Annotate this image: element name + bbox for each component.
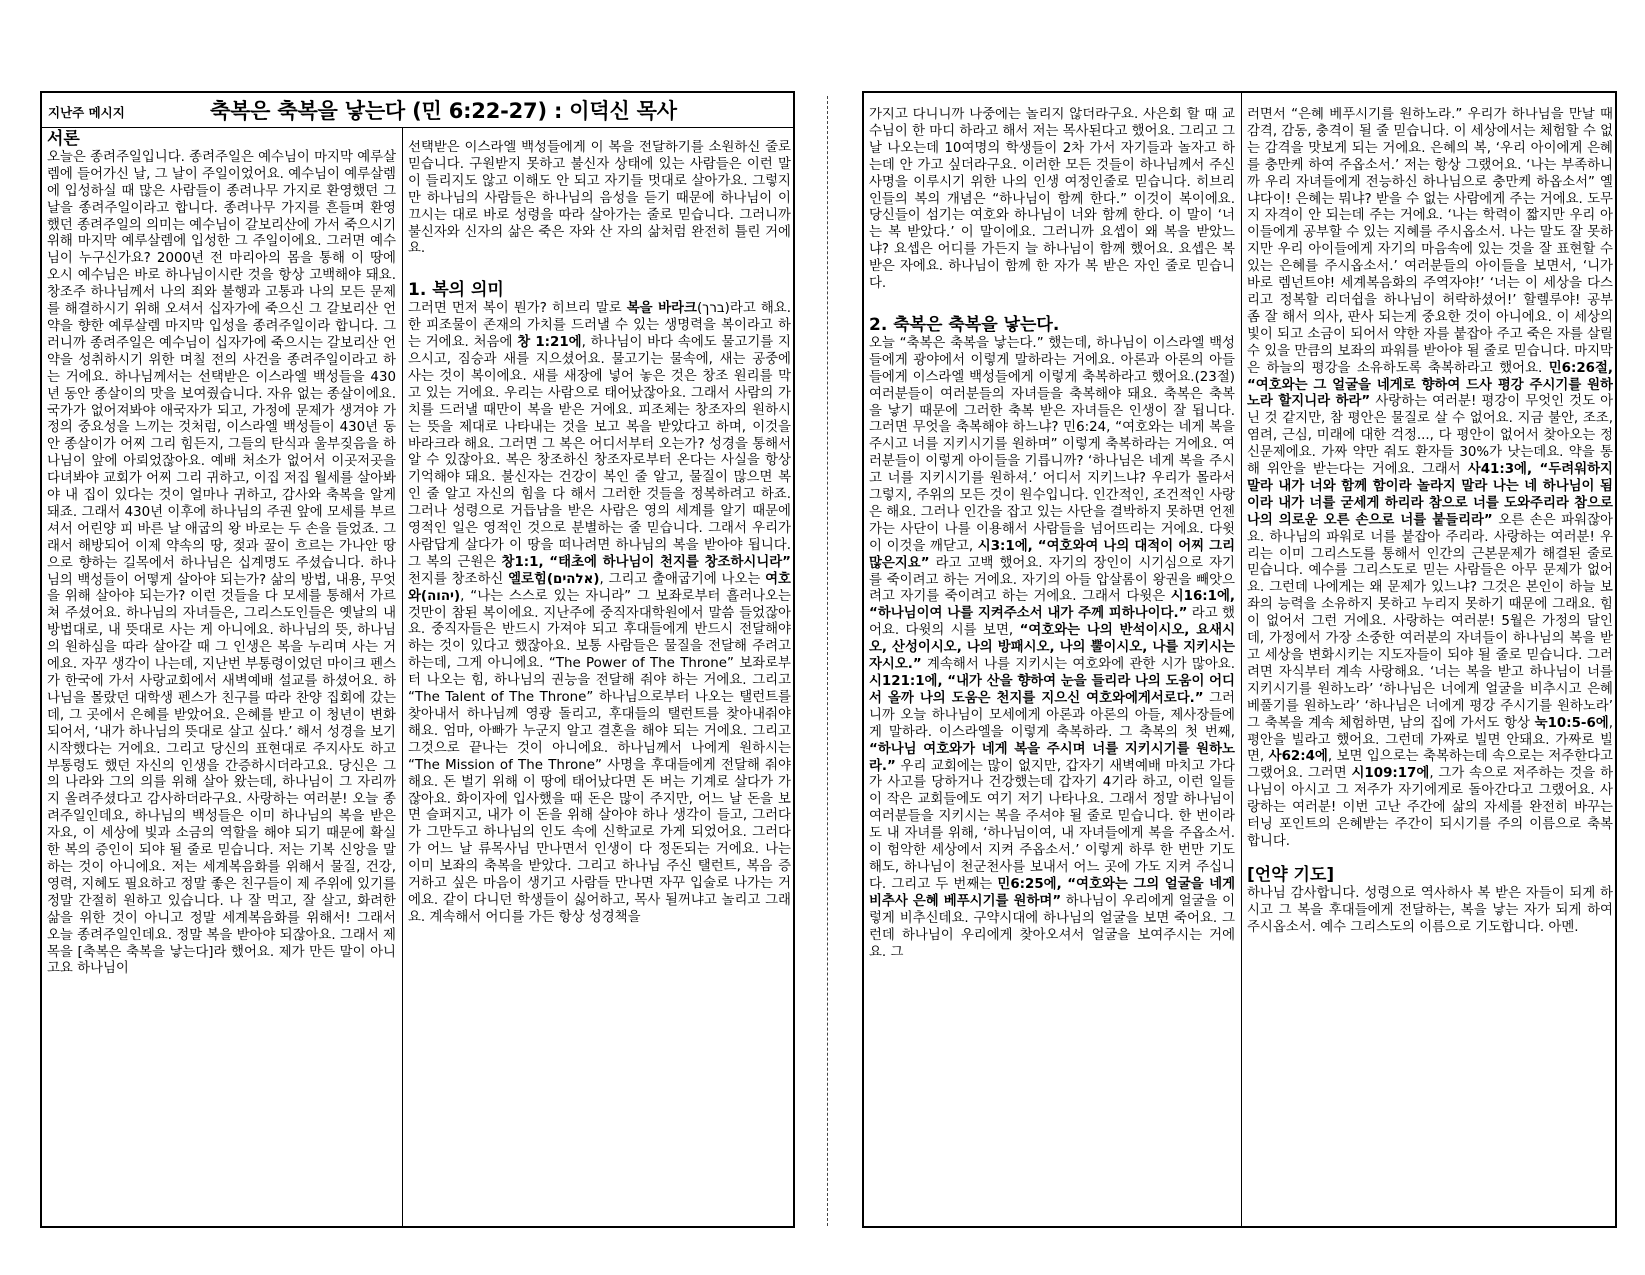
bold-run: 창 1:21에 (517, 335, 582, 351)
spacer (869, 293, 1235, 311)
text-run: , “나는 스스로 있는 자니라” 그 보좌로부터 흘러나오는 것만이 참된 복이에요. 지난주에 중직자대학원에서 말씀 들었잖아요. 중직자들은 반드시 가져야 되고 후대들에게 반드시 전달해야 하는 것이 있다고 했잖아요. 보통 사람들은 물질을 전달해 주려고 하는데, 그게 아니에요. “The Power of The Throne” 보좌로부터 나오는 힘, 하나님의 권능을 전달해 줘야 하는 거에요. 그리고 “The Talent of The Throne” 하나님으로부터 나오는 탤런트를 찾아내서 하나님께 영광 돌리고, 후대들의 탤런트를 찾아내줘야 해요. 엄마, 아빠가 누군지 알고 결혼을 해야 되는 거에요. 그리고 그것으로 끝나는 것이 아니에요. 하나님께서 나에게 원하시는 “The Mission of The Throne” 사명을 후대들에게 전달해 줘야 해요. 돈 벌기 위해 이 땅에 태어났다면 돈 버는 기계로 살다가 가잖아요. 화이자에 입사했을 때 돈은 많이 주지만, 어느 날 돈을 보면 슬퍼지고, 내가 이 돈을 위해 살아야 하나 생각이 들고, 그러다가 그만두고 하나님의 인도 속에 신학교로 가게 되었어요. 그러다가 어느 날 류목사님 만나면서 인생이 다 정돈되는 거에요. 나는 이미 보좌의 축복을 받았다. 그리고 하나님 주신 탤런트, 복음 증거하고 싶은 마음이 생기고 사람들 만나면 자꾸 입술로 나가는 거에요. 같이 다니던 학생들이 싫어하고, 목사 될꺼냐고 놀리고 그래요. 계속해서 어디를 가든 항상 성경책을 (408, 588, 791, 925)
text-run: 라고 해요. 한 피조물이 존재의 가치를 드러낼 수 있는 생명력을 복이라고 하는 거에요. 처음에 (408, 301, 791, 351)
text-run: 라고 고백 했어요. 자기의 장인이 시기심으로 자기를 죽이려고 하는 거에요. 자기의 아들 압살롬이 왕권을 빼앗으려고 자기를 죽이려고 하는 거에요. 그래서 다윗은 (869, 555, 1235, 605)
text-run: 사랑하는 여러분! 평강이 무엇인 것도 아닌 것 같지만, 참 평안은 물질로 살 수 없어요. 지금 불안, 조조, 염려, 근심, 미래에 대한 걱정..., 다 평안이 없어서 찾아오는 정신문제에요. 가짜 약만 줘도 환자들 30%가 낫는데요. 약을 통해 위안을 받는다는 거에요. 그래서 (1247, 394, 1613, 478)
spacer (1247, 851, 1613, 861)
text-run: 오늘 “축복은 축복을 낳는다.” 했는데, 하나님이 이스라엘 백성들에게 광야에서 이렇게 말하라는 거에요. 아론과 아론의 아들들에게 이스라엘 백성들에게 이렇게 축복하라고 했어요.(23절) 여러분들이 여러분들의 자녀들을 축복해야 돼요. 축복은 축복을 낳기 때문에 그러한 축복 받은 자녀들은 인생이 잘 됩니다. 그러면 무엇을 축복해야 하느냐? 민6:24, “여호와는 네게 복을 주시고 너를 지키시기를 원하며” 이렇게 축복하라는 거에요. 여러분들이 이렇게 아이들을 기릅니까? ‘하나님은 네게 복을 주시고 너를 지키시기를 원하셔.’ 어디서 지키느냐? 우리가 몰라서 그렇지, 주위의 모든 것이 원수입니다. 인간적인, 조건적인 사랑은 해요. 그러나 인간을 잡고 있는 사단을 결박하지 못하면 언젠가는 사단이 나를 이용해서 사람들을 넘어뜨리는 거에요. 다윗이 이것을 깨닫고, (869, 335, 1235, 554)
bold-run: 시16:1에, “하나님이여 나를 지켜주소서 내가 주께 피하나이다.” (869, 589, 1235, 622)
paragraph: 가지고 다니니까 나중에는 놀리지 않더라구요. 사은회 할 때 교수님이 한 마디 하라고 해서 저는 목사된다고 했어요. 그리고 그 날 나오는데 10여명의 학생들이 2차 가서 자기들과 놀자고 하는데 안 가고 싶더라구요. 이러한 모든 것들이 하나님께서 주신 사명을 이루시기 위한 나의 인생 여정인줄로 믿습니다. 히브리인들의 복의 개념은 “하나님이 함께 한다.” 이것이 복이에요. 당신들이 섬기는 여호와 하나님이 너와 함께 한다. 이 말이 ‘너는 복 받았다.’ 이 말이에요. 그러니까 요셉이 왜 복을 받았느냐? 요셉은 어디를 가든지 늘 하나님이 함께 했어요. 요셉은 복 받은 자에요. 하나님이 함께 한 자가 복 받은 자인 줄로 믿습니다. (869, 107, 1235, 292)
bold-run: 시121:1에, “내가 산을 향하여 눈을 들리라 나의 도움이 어디서 올까 나의 도움은 천지를 지으신 여호와에게서로다.” (869, 674, 1235, 706)
text-run: 천지를 창조하신 (408, 571, 509, 587)
text-run: , 평안을 빌라고 했어요. 그런데 가짜로 빌면 안돼요. 가짜로 빌면, (1247, 715, 1613, 765)
text-run: 오른 손은 파워잖아요. 하나님의 파워로 너를 붙잡아 주리라. 사랑하는 여러분! 우리는 이미 그리스도를 통해서 인간의 근본문제가 해결된 줄로 믿습니다. 예수를 그리스도로 믿는 사람들은 아무 문제가 없어요. 그런데 나에게는 왜 문제가 있느냐? 그것은 본인이 하늘 보좌의 능력을 소유하지 못하고 누리지 못하기 때문에 그래요. 힘이 없어서 그런 거에요. 사랑하는 여러분! 5월은 가정의 달인데, 가정에서 가장 소중한 여러분의 자녀들이 하나님의 복을 받고 세상을 변화시키는 지도자들이 되야 될 줄로 믿습니다. 그러려면 자식부터 계속 사랑해요. ‘너는 복을 받고 하나님이 너를 지키시기를 원하노라’ ‘하나님은 너에게 얼굴을 비추시고 은혜 베풀기를 원하노라’ ‘하나님은 너에게 평강 주시기를 원하노라’ 그 축복을 계속 체험하면, 남의 집에 가서도 항상 (1247, 512, 1613, 731)
text-run: (ברך) (696, 301, 730, 317)
text-run: , 그리고 출애굽기에 나오는 (599, 571, 766, 587)
column-divider (402, 127, 403, 1226)
bold-run: 엘로힘(אלהים) (508, 571, 600, 587)
paragraph (408, 301, 791, 927)
column-1 (47, 129, 396, 1220)
text-run: 계속해서 나를 지키시는 여호와에 관한 시가 많아요. (921, 657, 1235, 673)
section-label: 지난주 메시지 (48, 105, 125, 120)
prayer-text: 하나님 감사합니다. 성령으로 역사하사 복 받은 자들이 되게 하시고 그 복을 후대들에게 전달하는, 복을 낳는 자가 되게 하여 주시옵소서. 예수 그리스도의 이름으로 기도합니다. 아멘. (1247, 885, 1613, 935)
intro-text: 오늘은 종려주일입니다. 종려주일은 예수님이 마지막 예루살렘에 들어가신 날, 그 날이 주일이었어요. 예수님이 예루살렘에 입성하실 때 많은 사람들이 종려나무 가지로 환영했던 그 날을 종려주일이라고 합니다. 종려나무 가지를 흔들며 환영했던 종려주일의 의미는 예수님이 갈보리산에 가서 죽으시기 위해 마지막 예루살렘에 입성한 그 주일이에요. 그러면 예수님이 누구신가요? 2000년 전 마리아의 몸을 통해 이 땅에 오시 예수님은 바로 하나님이시란 것을 항상 고백해야 돼요. 창조주 하나님께서 나의 죄와 불행과 고통과 나의 모든 문제를 해결하시기 위해 오셔서 십자가에 죽으신 그 갈보리산 언약을 향한 예루살렘 마지막 입성을 종려주일이라 합니다. 그러니까 종려주일은 예수님이 십자가에 죽으시는 갈보리산 언약을 성취하시기 위한 며칠 전의 사건을 종려주일이라고 하는 거에요. 하나님께서는 선택받은 이스라엘 백성들을 430년 동안 종살이의 맛을 보여줬습니다. 자유 없는 종살이에요. 국가가 없어져봐야 애국자가 되고, 가정에 문제가 생겨야 가정의 중요성을 느끼는 것처럼, 이스라엘 백성들이 430년 동안 종살이가 어찌 그리 힘든지, 그들의 탄식과 울부짖음을 하나님이 앞에 아뢰었잖아요. 예배 처소가 없어서 이곳저곳을 다녀봐야 교회가 어찌 그리 귀하고, 이집 저집 월세를 살아봐야 내 집이 있다는 것이 얼마나 귀하고, 감사와 축복을 알게 돼죠. 그래서 430년 이후에 하나님의 주권 앞에 모세를 부르셔서 어린양 피 바른 날 애굽의 왕 바로는 두 손을 들었죠. 그래서 해방되어 이제 약속의 땅, 젖과 꿀이 흐르는 가나안 땅으로 향하는 길목에서 하나님은 십계명도 주셨습니다. 하나님의 백성들이 어떻게 살아야 되는가? 삶의 방법, 내용, 무엇을 위해 살아야 되는가? 이런 것들을 다 모세를 통해서 가르쳐 주셨어요. 하나님의 자녀들은, 그리스도인들은 옛날의 내 방법대로, 내 뜻대로 사는 게 아니에요. 하나님의 뜻, 하나님의 원하심을 따라 살아갈 때 그 인생은 복을 누리며 사는 거에요. 자꾸 생각이 나는데, 지난번 부통령이었던 마이크 펜스가 한국에 가서 사랑교회에서 새벽예배 설교를 하셨어요. 하나님을 몰랐던 대학생 펜스가 친구를 따라 찬양 집회에 갔는데, 그 곳에서 은혜를 받았어요. 은혜를 받고 이 청년이 변화 되어서, ‘내가 하나님의 뜻대로 살고 싶다.’ 해서 성경을 보기 시작했다는 거에요. 그리고 당신의 표현대로 주지사도 하고 부통령도 했던 자신의 인생을 간증하시더라고요. 당신은 그의 나라와 그의 의를 위해 살아 왔는데, 하나님이 그 자리까지 올려주셨다고 감사하더라구요. 사랑하는 여러분! 오늘 종려주일인데요, 하나님의 백성들은 이미 하나님의 복을 받은 자요, 이 세상에 빛과 소금의 역할을 해야 되기 때문에 확실한 복의 증인이 되야 될 줄로 믿습니다. 저는 기복 신앙을 말하는 것이 아니에요. 저는 세계복음화를 위해서 물질, 건강, 영력, 지혜도 필요하고 정말 좋은 친구들이 제 주위에 있기를 정말 간절히 원하고 있습니다. 나 잘 먹고, 잘 살고, 화려한 삶을 위한 것이 아니고 정말 세계복음화를 위해서! 그래서 오늘 종려주일인데요. 정말 복을 받아야 되잖아요. 그래서 제목을 [축복은 축복을 낳는다]라 했어요. 제가 만든 말이 아니고요 하나님이 (47, 149, 396, 977)
paragraph (1247, 107, 1613, 851)
column-2 (408, 140, 791, 1220)
column-3 (869, 107, 1235, 1220)
text-run: 그러면 먼저 복이 뭔가? 히브리 말로 (408, 301, 627, 317)
bold-run: 여호와(יהוה) (408, 571, 791, 604)
page-divider (827, 96, 828, 1226)
sermon-title: 축복은 축복을 낳는다 (민 6:22-27) : 이덕신 목사 (210, 99, 677, 123)
right-page (862, 91, 1617, 1228)
column-4 (1247, 107, 1613, 1220)
text-run: 러면서 “은혜 베푸시기를 원하노라.” 우리가 하나님을 만날 때 감격, 감동, 충격이 될 줄 믿습니다. 이 세상에서는 체험할 수 없는 감격을 맛보게 되는 거에요. 은혜의 복, ‘우리 아이에게 은혜를 충만케 하여 주옵소서.’ 저는 항상 그랬어요. ‘나는 부족하니까 우리 자녀들에게 전능하신 하나님으로 충만케 하옵소서” 옐냐다이! 은혜는 뭐냐? 받을 수 없는 사람에게 주는 거에요. 도무지 자격이 안 되는데 주는 거에요. ‘나는 학력이 짧지만 우리 아이들에게 공부할 수 있는 지혜를 주시옵소서. 나는 말도 잘 못하지만 우리 아이들에게 자기의 마음속에 있는 것을 잘 표현할 수 있는 은혜를 주시옵소서.’ 여러분들의 아이들을 보면서, ‘니가 바로 렘넌트야! 세계복음화의 주역자야!’ ‘너는 이 세상을 다스리고 정복할 리더쉽을 하나님이 허락하셨어!’ 할렐루야! 공부 좀 잘 해서 의사, 판사 되는게 중요한 것이 아니에요. 이 세상의 빛이 되고 소금이 되어서 약한 자를 붙잡아 주고 죽은 자를 살릴 수 있을 만큼의 보좌의 파워를 받아야 될 줄로 믿습니다. 마지막은 하늘의 평강을 소유하도록 축복하라고 했어요. (1247, 107, 1613, 376)
section-heading-1: 1. 복의 의미 (408, 280, 504, 301)
bold-run: 창1:1, “태초에 하나님이 천지를 창조하시니라” (501, 554, 791, 570)
text-run: 우리 교회에는 많이 없지만, 갑자기 새벽예배 마치고 가다가 사고를 당하거나 건강했는데 갑자기 4기라 하고, 이런 일들이 작은 교회들에도 여기 저기 나타나요. 그래서 정말 하나님이 여러분들을 지키시는 복을 주셔야 될 줄로 믿습니다. 한 번이라도 내 자녀를 위해, ‘하나님이여, 내 자녀들에게 복을 주옵소서. 이 험악한 세상에서 지켜 주옵소서.’ 이렇게 하루 한 번만 기도해도, 하나님이 천군천사를 보내서 어느 곳에 가도 지켜 주십니다. 그리고 두 번째는 (869, 758, 1235, 892)
paragraph: 선택받은 이스라엘 백성들에게 이 복을 전달하기를 소원하신 줄로 믿습니다. 구원받지 못하고 불신자 상태에 있는 사람들은 이런 말이 들리지도 않고 이해도 안 되고 자기들 멋대로 살아가요. 그렇지만 하나님의 사람들은 하나님의 음성을 듣기 때문에 하나님이 이끄시는 대로 바로 성령을 따라 살아가는 줄로 믿습니다. 그러니까 불신자와 신자의 삶은 죽은 자와 산 자의 삶처럼 완전히 틀린 거에요. (408, 140, 791, 257)
bold-run: “여호와는 나의 반석이시오, 요새시오, 산성이시오, 나의 방패시오, 나의 뿔이시오, 나를 지키시는 자시오.” (869, 623, 1235, 673)
bold-run: 눅10:5-6에 (1534, 715, 1609, 731)
section-heading-2: 2. 축복은 축복을 낳는다. (869, 314, 1060, 335)
text-run: 라고 했어요. 다윗의 시를 보면, (869, 606, 1235, 639)
bold-run: “하나님 여호와가 네게 복을 주시며 너를 지키시기를 원하노라.” (869, 741, 1235, 774)
left-page (40, 91, 795, 1228)
spacer (408, 258, 791, 276)
bold-run: 사62:4에 (1268, 749, 1328, 765)
text-run: 하나님이 우리에게 얼굴을 이렇게 비추신데요. 구약시대에 하나님의 얼굴을 보면 죽어요. 그런데 하나님이 우리에게 찾아오셔서 얼굴을 보여주시는 거에요. 그 (869, 893, 1235, 960)
intro-heading: 서론 (47, 129, 80, 149)
bold-run: 시109:17에 (1351, 766, 1430, 782)
bold-run: 시3:1에, “여호와여 나의 대적이 어찌 그리 많은지요” (869, 538, 1235, 571)
prayer-heading: [언약 기도] (1247, 864, 1335, 885)
text-run: , 그가 속으로 저주하는 것을 하나님이 아시고 그 저주가 자기에게로 돌아간다고 그랬어요. 사랑하는 여러분! 이번 고난 주간에 삶의 자세를 완전히 바꾸는 터닝 포인트의 은혜받는 주간이 되시기를 주의 이름으로 축복합니다. (1247, 766, 1613, 849)
bold-run: 복을 바라크 (626, 301, 697, 317)
bold-run: 민6:25에, “여호와는 그의 얼굴을 네게 비추사 은혜 베푸시기를 원하며” (869, 876, 1235, 909)
text-run: 그러니까 오늘 하나님이 모세에게 아론과 아론의 아들, 제사장들에게 말하라. 이스라엘을 이렇게 축복하라. 그 축복의 첫 번째, (869, 690, 1235, 740)
bold-run: 민6:26절, “여호와는 그 얼굴을 네게로 향하여 드사 평강 주시기를 원하노라 할지니라 하라” (1247, 360, 1613, 410)
paragraph (869, 336, 1235, 962)
column-divider (1241, 93, 1242, 1226)
title-bar (42, 93, 793, 128)
bold-run: 사41:3에, “두려워하지 말라 내가 너와 함께 함이라 놀라지 말라 나는 네 하나님이 됨이라 내가 너를 굳세게 하리라 참으로 너를 도와주리라 참으로 나의 의로운 오른 손으로 너를 붙들리라” (1247, 462, 1613, 528)
text-run: , 하나님이 바다 속에도 물고기를 지으시고, 짐승과 새를 지으셨어요. 물고기는 물속에, 새는 공중에 사는 것이 복이에요. 새를 새장에 넣어 놓은 것은 창조 원리를 막고 있는 거에요. 우리는 사람으로 태어났잖아요. 그래서 사람의 가치를 드러낼 때만이 복을 받은 거에요. 피조체는 창조자의 원하시는 뜻을 제대로 나타내는 것을 보고 복을 받았다고 하며, 이것을 바라크라 해요. 그러면 그 복은 어디서부터 오는가? 성경을 통해서 알 수 있잖아요. 복은 창조하신 창조자로부터 온다는 사실을 항상 기억해야 돼요. 불신자는 건강이 복인 줄 알고, 물질이 많으면 복인 줄 알고 자신의 힘을 다 해서 그러한 것들을 정복하려고 하죠. 그러나 성령으로 거듭남을 받은 사람은 영의 세계를 알기 때문에 영적인 일은 영적인 것으로 분별하는 줄 믿습니다. 그래서 우리가 사람답게 살다가 이 땅을 떠나려면 하나님의 복을 받아야 됩니다. 그 복의 근원은 (408, 335, 791, 570)
text-run: , 보면 입으로는 축복하는데 속으로는 저주한다고 그랬어요. 그러면 (1247, 749, 1613, 782)
